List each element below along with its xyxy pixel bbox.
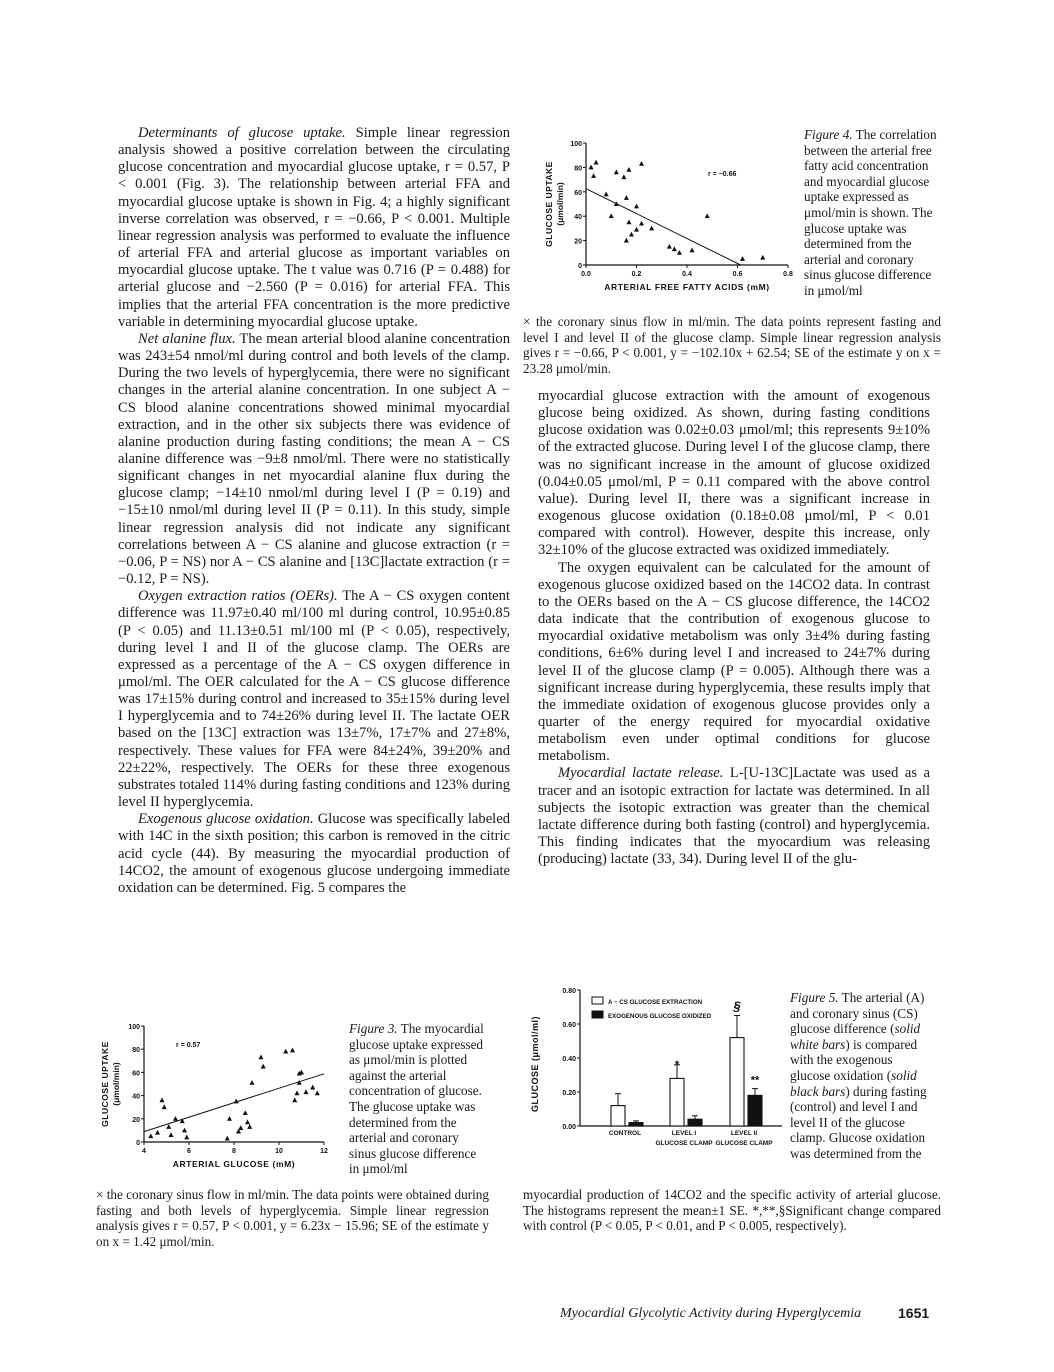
data-point — [238, 1125, 243, 1130]
category-label: LEVEL II — [730, 1130, 758, 1137]
x-axis-label: ARTERIAL GLUCOSE (mM) — [172, 1159, 296, 1169]
data-point — [604, 191, 609, 196]
figure3-caption-wide: × the coronary sinus flow in ml/min. The data points were obtained during fasting and both levels of hyperglycemia. Simple linear regression analysis gives r = 0.57, P < 0.001, y = 6.23x − 15.96; SE of the estimate y on x = 1.42 μmol/min. — [96, 1187, 489, 1249]
data-point — [740, 256, 745, 261]
y-axis-label: GLUCOSE (μmol/ml) — [530, 1015, 540, 1113]
legend-swatch — [592, 1011, 603, 1018]
category-label: GLUCOSE CLAMP — [655, 1140, 713, 1147]
data-point — [624, 195, 629, 200]
paragraph-oxygen-equivalent: The oxygen equivalent can be calculated for the amount of exogenous glucose oxidized based on the 14CO2 data. In contrast to the OERs based on the A − CS glucose difference, the 14CO2 data indicate that the contribution of exogenous glucose to myocardial oxidative metabolism was only 3±4% during fasting conditions, 6±6% during level I and increased to 24±7% during level II of the glucose clamp (P = 0.005). Although there was a significant increase during hyperglycemia, these results imply that the immediate oxidation of exogenous glucose provides only a quarter of the energy required for myocardial oxidative metabolism even under optimal conditions for glucose metabolism. — [538, 559, 930, 765]
significance-marker-level2-extraction: § — [733, 998, 741, 1014]
data-point — [626, 220, 631, 225]
x-tick-label: 8 — [232, 1148, 236, 1155]
data-point — [624, 238, 629, 243]
data-point — [258, 1055, 263, 1060]
y-tick-label: 80 — [132, 1047, 140, 1055]
page-number: 1651 — [898, 1305, 930, 1321]
data-point — [168, 1132, 173, 1137]
legend-swatch — [592, 997, 603, 1004]
y-tick-label: 0.80 — [562, 988, 576, 995]
data-point — [315, 1090, 320, 1095]
y-tick-label: 80 — [574, 165, 582, 173]
y-tick-label: 40 — [132, 1093, 140, 1101]
bar — [748, 1095, 762, 1126]
x-tick-label: 0.4 — [682, 271, 692, 278]
y-axis-label: GLUCOSE UPTAKE — [544, 161, 554, 247]
x-tick-label: 0.0 — [581, 271, 591, 278]
y-tick-label: 0.40 — [562, 1056, 576, 1063]
bar — [730, 1038, 744, 1126]
data-point — [690, 248, 695, 253]
figure5-caption-side: Figure 5. The arterial (A) and coronary sinus (CS) glucose difference (solid white bars) is compared with the exogenous glucose oxidation (solid black bars) during fasting (control) and level I and level II of the glucose clamp. Glucose oxidation was determined from the — [790, 990, 927, 1161]
significance-marker-level1: * — [674, 1058, 680, 1071]
y-axis-unit: (μmol/min) — [111, 1062, 121, 1106]
y-axis-unit: (μmol/min) — [555, 182, 565, 226]
data-point — [649, 226, 654, 231]
y-tick-label: 100 — [570, 141, 582, 148]
data-point — [614, 201, 619, 206]
x-tick-label: 12 — [320, 1148, 328, 1155]
data-point — [162, 1104, 167, 1109]
regression-line — [586, 189, 741, 265]
data-point — [243, 1110, 248, 1115]
regression-line — [144, 1074, 324, 1132]
data-point — [594, 160, 599, 165]
figure3-chart — [96, 1012, 344, 1174]
data-point — [225, 1136, 230, 1141]
paragraph-glucose-uptake: Determinants of glucose uptake. Simple linear regression analysis showed a positive correlation between the circulating glucose concentration and myocardial glucose uptake, r = 0.57, P < 0.001 (Fig. 3). The relationship between arterial FFA and myocardial glucose uptake is shown in Fig. 4; a highly significant inverse correlation was observed, r = −0.66, P < 0.001. Multiple linear regression analysis was performed to evaluate the influence of arterial FFA and arterial glucose as important variables on myocardial glucose uptake. The t value was 0.716 (P = 0.488) for arterial glucose and −2.560 (P = 0.016) for arterial FFA. This implies that the arterial FFA concentration is the more predictive variable in determining myocardial glucose uptake. — [118, 125, 510, 330]
data-point — [760, 255, 765, 260]
paragraph-oxygen-extraction: Oxygen extraction ratios (OERs). The A − CS oxygen content difference was 11.97±0.40 ml/100 ml during control, 10.95±0.85 (P < 0.05) and 11.13±0.51 ml/100 ml (P < 0.05), respectively, during level I and II of the glucose clamp. The OERs are expressed as a percentage of the A − CS oxygen difference in μmol/ml. The OER calculated for the A − CS glucose difference was 17±15% during control and increased to 35±15% during level I hyperglycemia and to 74±26% during level II. The lactate OER based on the [13C] extraction was 13±7%, 17±7% and 27±8%, respectively. These values for FFA were 84±24%, 39±20% and 22±22%, respectively. The OERs for these three exogenous substrates totaled 114% during fasting conditions and 123% during level II hyperglycemia. — [118, 588, 510, 811]
correlation-label: r = 0.57 — [176, 1042, 201, 1049]
data-point — [292, 1097, 297, 1102]
data-point — [303, 1089, 308, 1094]
data-point — [245, 1119, 250, 1124]
paragraph-glucose-oxidation: Exogenous glucose oxidation. Glucose was specifically labeled with 14C in the sixth position; this carbon is removed in the citric acid cycle (44). By measuring the myocardial production of 14CO2, the amount of exogenous glucose undergoing immediate oxidation can be determined. Fig. 5 compares the — [118, 811, 510, 896]
data-point — [249, 1080, 254, 1085]
data-point — [182, 1128, 187, 1133]
y-tick-label: 60 — [132, 1070, 140, 1078]
y-tick-label: 0.60 — [562, 1022, 576, 1029]
running-title: Myocardial Glycolytic Activity during Hyperglycemia — [560, 1306, 862, 1321]
bar — [670, 1078, 684, 1126]
category-label: LEVEL I — [671, 1130, 697, 1137]
y-tick-label: 60 — [574, 189, 582, 197]
figure4-caption-side: Figure 4. The correlation between the arterial free fatty acid concentration and myocardial glucose uptake expressed as μmol/min is shown. The glucose uptake was determined from the arterial and coronary sinus glucose difference in μmol/ml — [804, 127, 937, 298]
paragraph-lactate-release: Myocardial lactate release. L-[U-13C]Lactate was used as a tracer and an isotopic extraction for lactate was determined. In all subjects the isotopic extraction was greater than the chemical lactate difference during both fasting (control) and hyperglycemia. This finding indicates that the myocardium was releasing (producing) lactate (33, 34). During level II of the glu- — [538, 765, 930, 868]
figure4-caption-wide: × the coronary sinus flow in ml/min. The data points represent fasting and level I and level II of the glucose clamp. Simple linear regression analysis gives r = −0.66, P < 0.001, y = −102.10x + 62.54; SE of the estimate y on x = 23.28 μmol/min. — [523, 314, 941, 376]
figure5-svg — [524, 986, 786, 1171]
x-tick-label: 4 — [142, 1148, 146, 1155]
x-tick-label: 0.6 — [732, 271, 743, 278]
data-point — [705, 213, 710, 218]
data-point — [634, 204, 639, 209]
figure5-caption-wide: myocardial production of 14CO2 and the specific activity of arterial glucose. The histograms represent the mean±1 SE. *,**,§Significant change compared with control (P < 0.05, P < 0.01, and P < 0.005, respectively). — [523, 1187, 941, 1234]
y-tick-label: 0.00 — [562, 1124, 576, 1131]
y-tick-label: 0 — [578, 263, 582, 270]
data-point — [184, 1135, 189, 1140]
x-tick-label: 0.2 — [631, 271, 642, 278]
data-point — [639, 221, 644, 226]
y-tick-label: 20 — [574, 238, 582, 246]
data-point — [166, 1124, 171, 1129]
data-point — [677, 250, 682, 255]
figure3-caption-side: Figure 3. The myocardial glucose uptake expressed as μmol/min is plotted against the arterial concentration of glucose. The glucose uptake was determined from the arterial and coronary sinus glucose difference in μmol/ml — [349, 1021, 484, 1177]
data-point — [626, 167, 631, 172]
y-tick-label: 20 — [132, 1116, 140, 1124]
data-point — [173, 1116, 178, 1121]
data-point — [629, 232, 634, 237]
data-point — [672, 246, 677, 251]
category-label: CONTROL — [608, 1130, 642, 1137]
data-point — [148, 1133, 153, 1138]
data-point — [591, 173, 596, 178]
paragraph-oxidation-cont: myocardial glucose extraction with the amount of exogenous glucose being oxidized. As shown, during fasting conditions glucose oxidation was 0.02±0.03 μmol/ml; this represents 9±10% of the extracted glucose. During level I of the glucose clamp, there was no significant increase in the amount of glucose oxidized (0.04±0.05 μmol/ml, P = 0.11 compared with the above control value). During level II, there was a significant increase in exogenous glucose oxidation (0.18±0.08 μmol/ml, P < 0.01 compared with control). However, despite this increase, only 32±10% of the glucose extracted was oxidized immediately. — [538, 388, 930, 559]
data-point — [227, 1116, 232, 1121]
correlation-label: r = −0.66 — [708, 171, 737, 178]
figure5-chart — [524, 986, 786, 1171]
x-tick-label: 6 — [187, 1148, 191, 1155]
paragraph-alanine-flux: Net alanine flux. The mean arterial blood alanine concentration was 243±54 nmol/ml during control and both levels of the clamp. During the two levels of hyperglycemia, there were no significant changes in the arterial alanine concentration. In one subject A − CS blood alanine concentrations showed minimal myocardial extraction, and in the other six subjects there was evidence of alanine production during fasting conditions; the mean A − CS alanine difference was −9±8 nmol/ml. There were no statistically significant changes in net myocardial alanine flux during the glucose clamp; −14±10 nmol/ml during level I (P = 0.19) and −15±10 nmol/ml during level II (P = 0.11). In this study, simple linear regression analysis did not indicate any significant correlations between A − CS alanine and glucose extraction (r = −0.06, P = NS) nor A − CS alanine and [13C]lactate extraction (r = −0.12, P = NS). — [118, 330, 511, 588]
bar — [688, 1119, 702, 1126]
legend-label: A − CS GLUCOSE EXTRACTION — [608, 999, 703, 1006]
data-point — [614, 169, 619, 174]
right-column — [538, 388, 930, 868]
figure3-svg — [96, 1012, 344, 1174]
data-point — [609, 213, 614, 218]
y-tick-label: 100 — [128, 1024, 140, 1031]
figure4-chart — [538, 135, 800, 310]
data-point — [294, 1090, 299, 1095]
data-point — [310, 1085, 315, 1090]
data-point — [290, 1048, 295, 1053]
data-point — [634, 227, 639, 232]
data-point — [639, 161, 644, 166]
data-point — [667, 244, 672, 249]
x-tick-label: 0.8 — [783, 271, 793, 278]
y-tick-label: 0 — [136, 1140, 140, 1147]
y-tick-label: 0.20 — [562, 1090, 576, 1097]
legend-label: EXOGENOUS GLUCOSE OXIDIZED — [608, 1013, 712, 1020]
y-axis-label: GLUCOSE UPTAKE — [100, 1041, 110, 1127]
data-point — [621, 174, 626, 179]
data-point — [155, 1130, 160, 1135]
significance-marker-level2-oxidation: ** — [750, 1074, 760, 1087]
category-label: GLUCOSE CLAMP — [715, 1140, 773, 1147]
data-point — [261, 1064, 266, 1069]
data-point — [159, 1097, 164, 1102]
x-axis-label: ARTERIAL FREE FATTY ACIDS (mM) — [604, 282, 770, 292]
x-tick-label: 10 — [275, 1148, 283, 1155]
bar — [611, 1106, 625, 1126]
left-column — [118, 125, 510, 897]
y-tick-label: 40 — [574, 214, 582, 222]
figure4-svg — [538, 135, 800, 310]
bar — [629, 1123, 643, 1126]
data-point — [283, 1049, 288, 1054]
data-point — [589, 165, 594, 170]
data-point — [247, 1124, 252, 1129]
